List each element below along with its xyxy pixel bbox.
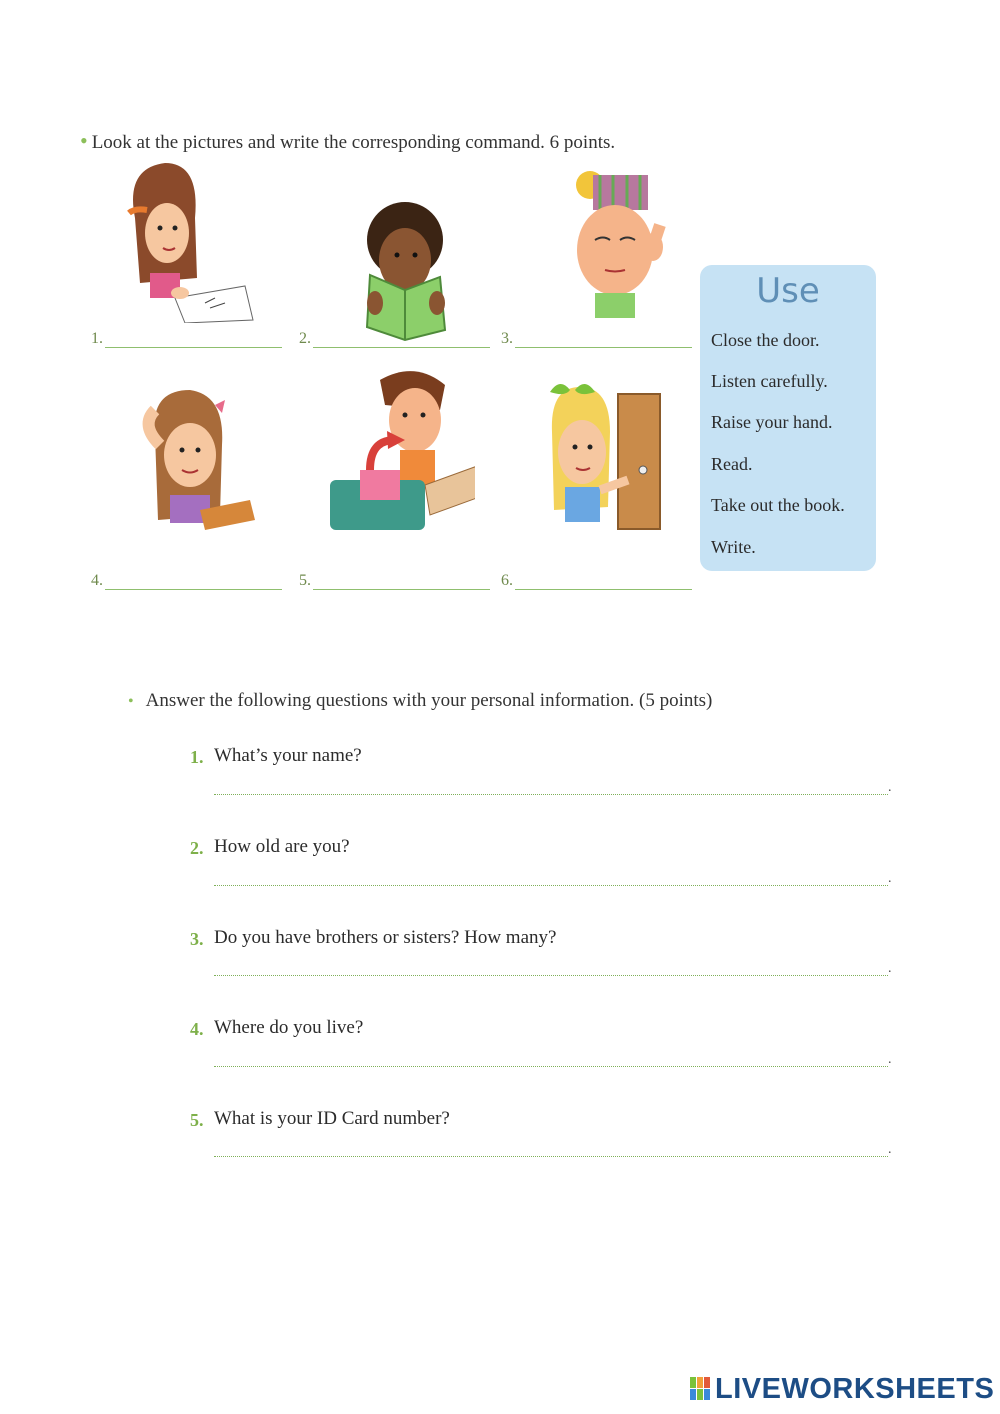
item-number: 6. xyxy=(501,572,513,589)
question-number: 4. xyxy=(190,1019,204,1039)
use-item: Take out the book. xyxy=(711,495,845,515)
answer-line xyxy=(214,1066,888,1067)
answer-line xyxy=(214,794,888,795)
answer-line xyxy=(214,975,888,976)
section1-instruction-text: Look at the pictures and write the corresponding command. 6 points. xyxy=(91,132,616,153)
line-end: . xyxy=(888,1052,892,1067)
question-number: 2. xyxy=(190,838,204,858)
use-item: Read. xyxy=(711,454,753,474)
question-text: How old are you? xyxy=(214,836,350,857)
item-number: 5. xyxy=(299,572,311,589)
liveworksheets-logo xyxy=(690,1372,994,1406)
use-item: Write. xyxy=(711,537,756,557)
use-box-title: Use xyxy=(756,271,820,311)
use-box xyxy=(700,265,876,571)
command-input-6[interactable] xyxy=(517,567,693,591)
answer-input-1[interactable] xyxy=(216,770,890,796)
brand-name: LIVEWORKSHEETS xyxy=(715,1372,995,1405)
item-number: 1. xyxy=(91,330,103,347)
line-end: . xyxy=(888,780,892,795)
bullet-icon: • xyxy=(128,693,134,710)
answer-input-3[interactable] xyxy=(216,951,890,977)
answer-line xyxy=(214,1156,888,1157)
line-end: . xyxy=(888,871,892,886)
command-input-2[interactable] xyxy=(315,325,491,349)
question-text: Do you have brothers or sisters? How many? xyxy=(214,927,557,948)
section1-instruction xyxy=(80,128,615,154)
use-item: Close the door. xyxy=(711,330,820,350)
liveworksheets-logo-icon xyxy=(690,1377,712,1401)
question-text: What’s your name? xyxy=(214,745,362,766)
question-number: 3. xyxy=(190,929,204,949)
bullet-icon: • xyxy=(80,128,88,153)
command-input-3[interactable] xyxy=(517,325,693,349)
answer-line xyxy=(214,885,888,886)
use-item: Listen carefully. xyxy=(711,371,828,391)
line-end: . xyxy=(888,1142,892,1157)
question-text: What is your ID Card number? xyxy=(214,1108,450,1129)
question-number: 1. xyxy=(190,747,204,767)
command-input-5[interactable] xyxy=(315,567,491,591)
command-input-4[interactable] xyxy=(107,567,283,591)
line-end: . xyxy=(888,961,892,976)
answer-input-5[interactable] xyxy=(216,1132,890,1158)
boy-listening-illustration xyxy=(555,165,705,330)
girl-writing-illustration xyxy=(115,158,265,323)
use-item: Raise your hand. xyxy=(711,412,833,432)
command-input-1[interactable] xyxy=(107,325,283,349)
item-number: 2. xyxy=(299,330,311,347)
girl-raising-hand-illustration xyxy=(130,385,280,550)
answer-input-4[interactable] xyxy=(216,1042,890,1068)
girl-closing-door-illustration xyxy=(540,382,690,547)
section2-instruction-text: Answer the following questions with your personal information. (5 points) xyxy=(145,690,713,711)
boy-taking-out-book-illustration xyxy=(325,365,475,530)
item-number: 4. xyxy=(91,572,103,589)
item-number: 3. xyxy=(501,330,513,347)
section2-instruction xyxy=(128,690,712,712)
question-number: 5. xyxy=(190,1110,204,1130)
answer-input-2[interactable] xyxy=(216,861,890,887)
question-text: Where do you live? xyxy=(214,1017,364,1038)
